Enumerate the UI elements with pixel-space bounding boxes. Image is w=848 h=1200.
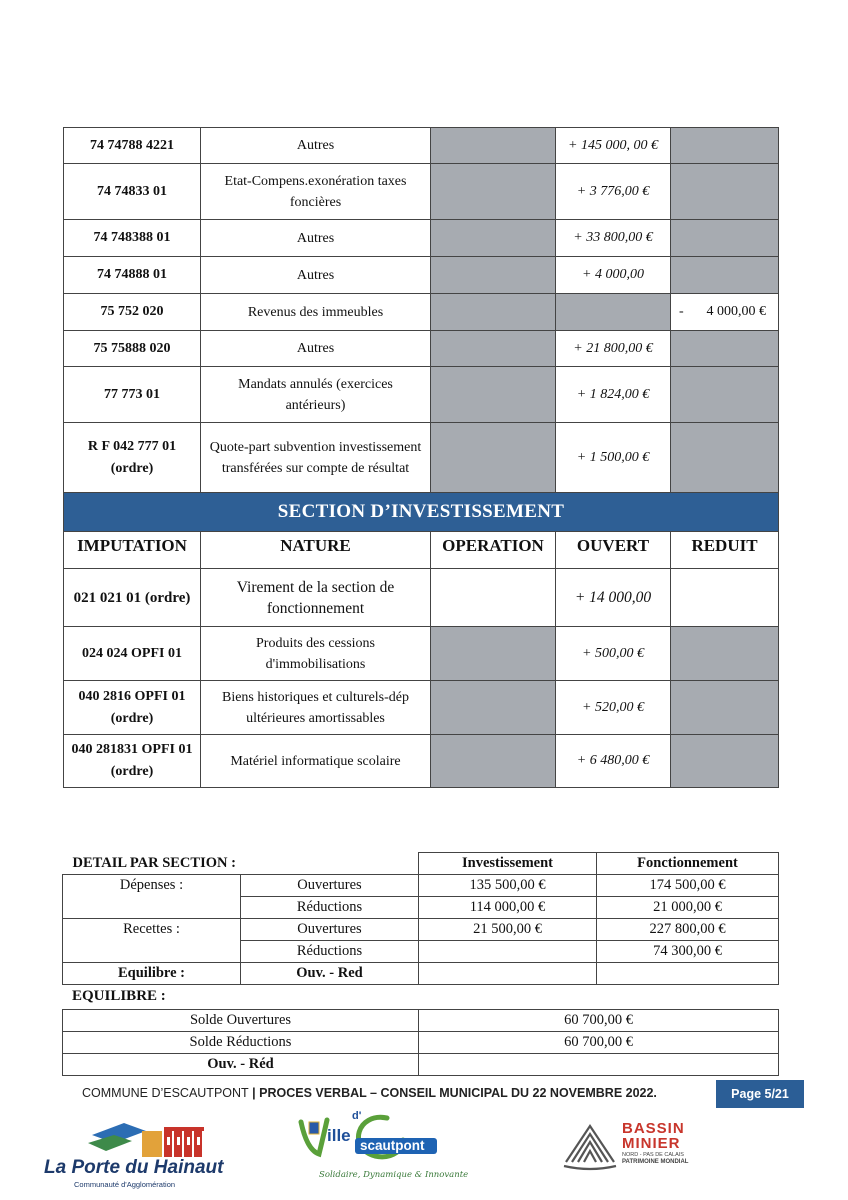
- bassin-text-c: NORD - PAS DE CALAIS: [622, 1152, 684, 1158]
- table-row: [64, 220, 779, 257]
- dep-red-fon: 21 000,00 €: [597, 897, 779, 919]
- porte-hainaut-logo: [44, 1117, 224, 1195]
- nature-cell: Produits des cessions d'immobilisations: [201, 627, 431, 681]
- equilibre-title: EQUILIBRE :: [72, 988, 166, 1004]
- table-row: [63, 1054, 779, 1076]
- col-investissement: Investissement: [419, 853, 597, 875]
- operation-cell: [431, 367, 556, 423]
- operation-cell: [431, 627, 556, 681]
- ouvert-cell: + 1 824,00 €: [556, 367, 671, 423]
- ouvert-cell: + 1 500,00 €: [556, 423, 671, 493]
- section-title: SECTION D’INVESTISSEMENT: [64, 493, 779, 532]
- nature-cell: Biens historiques et culturels-dép ultérieures amortissables: [201, 681, 431, 735]
- ville-text-b: scautpont: [360, 1138, 425, 1153]
- table-row: [63, 963, 779, 985]
- solde-red-value: 60 700,00 €: [419, 1032, 779, 1054]
- reduit-cell: [671, 164, 779, 220]
- ouvertures-label: Ouvertures: [241, 919, 419, 941]
- table-row: [63, 875, 779, 897]
- minus-sign: -: [679, 304, 684, 319]
- ouvert-cell: + 4 000,00: [556, 257, 671, 294]
- table-row: [63, 1010, 779, 1032]
- operation-cell: [431, 569, 556, 627]
- imputation-cell: R F 042 777 01 (ordre): [64, 423, 201, 493]
- ouvert-cell: [556, 294, 671, 331]
- equilibre-label: Equilibre :: [63, 963, 241, 985]
- ville-text-a: ille: [327, 1126, 351, 1145]
- reduit-cell: [671, 294, 779, 331]
- imputation-cell: 77 773 01: [64, 367, 201, 423]
- header-ouvert: OUVERT: [556, 532, 671, 569]
- ouv-red-value: [419, 1054, 779, 1076]
- header-reduit: REDUIT: [671, 532, 779, 569]
- ouvert-cell: + 33 800,00 €: [556, 220, 671, 257]
- imputation-cell: 74 74788 4221: [64, 128, 201, 164]
- ouvertures-label: Ouvertures: [241, 875, 419, 897]
- table-row: [63, 919, 779, 941]
- reduit-cell: [671, 569, 779, 627]
- ouv-red-label: Ouv. - Red: [241, 963, 419, 985]
- fonctionnement-rows: [64, 128, 779, 493]
- ouvert-cell: + 21 800,00 €: [556, 331, 671, 367]
- header-imputation: IMPUTATION: [64, 532, 201, 569]
- solde-ouv-value: 60 700,00 €: [419, 1010, 779, 1032]
- reduit-cell: [671, 220, 779, 257]
- nature-cell: Etat-Compens.exonération taxes foncières: [201, 164, 431, 220]
- ouvert-cell: + 3 776,00 €: [556, 164, 671, 220]
- footer-pv: PROCES VERBAL – CONSEIL MUNICIPAL DU 22 NOVEMBRE 2022.: [259, 1086, 657, 1100]
- solde-red-label: Solde Réductions: [63, 1032, 419, 1054]
- rec-red-inv: [419, 941, 597, 963]
- nature-cell: Autres: [201, 128, 431, 164]
- ouvert-cell: + 520,00 €: [556, 681, 671, 735]
- empty-cell: [63, 897, 241, 919]
- bassin-text-b: MINIER: [622, 1135, 681, 1152]
- table-row: [64, 569, 779, 627]
- bassin-text-d: PATRIMOINE MONDIAL: [622, 1159, 689, 1165]
- ouvert-cell: + 145 000, 00 €: [556, 128, 671, 164]
- ouvert-cell: + 14 000,00: [556, 569, 671, 627]
- detail-table: [62, 852, 779, 985]
- nature-cell: Revenus des immeubles: [201, 294, 431, 331]
- nature-cell: Quote-part subvention investissement transférées sur compte de résultat: [201, 423, 431, 493]
- reduit-cell: [671, 331, 779, 367]
- operation-cell: [431, 294, 556, 331]
- operation-cell: [431, 220, 556, 257]
- nature-cell: Autres: [201, 257, 431, 294]
- ouvert-cell: + 500,00 €: [556, 627, 671, 681]
- porte-hainaut-emblem-icon: [84, 1117, 214, 1159]
- imputation-cell: 75 75888 020: [64, 331, 201, 367]
- dep-ouv-fon: 174 500,00 €: [597, 875, 779, 897]
- bassin-text-a: BASSIN: [622, 1120, 685, 1137]
- operation-cell: [431, 735, 556, 788]
- table-row: [63, 1032, 779, 1054]
- table-row: [64, 735, 779, 788]
- ouvert-cell: + 6 480,00 €: [556, 735, 671, 788]
- table-row: [64, 164, 779, 220]
- operation-cell: [431, 164, 556, 220]
- operation-cell: [431, 257, 556, 294]
- porte-hainaut-sub: Communauté d'Agglomération: [74, 1180, 176, 1189]
- equilibre-fon: [597, 963, 779, 985]
- imputation-cell: 74 748388 01: [64, 220, 201, 257]
- table-row: [64, 257, 779, 294]
- ouv-red-label: Ouv. - Réd: [63, 1054, 419, 1076]
- investissement-section: [64, 493, 779, 788]
- table-row: [64, 367, 779, 423]
- porte-hainaut-name: La Porte du Hainaut: [44, 1157, 224, 1178]
- ville-text-d: d': [352, 1110, 362, 1122]
- dep-red-inv: 114 000,00 €: [419, 897, 597, 919]
- nature-cell: Mandats annulés (exercices antérieurs): [201, 367, 431, 423]
- rec-ouv-fon: 227 800,00 €: [597, 919, 779, 941]
- footer-text: [82, 1086, 657, 1100]
- bassin-minier-emblem-icon: [562, 1118, 618, 1174]
- header-row: [64, 532, 779, 569]
- reduit-cell: [671, 627, 779, 681]
- operation-cell: [431, 681, 556, 735]
- table-row: [64, 331, 779, 367]
- table-row: [63, 941, 779, 963]
- nature-cell: Matériel informatique scolaire: [201, 735, 431, 788]
- table-row: [64, 423, 779, 493]
- footer-separator: |: [248, 1086, 260, 1100]
- reduit-cell: [671, 367, 779, 423]
- imputation-cell: 021 021 01 (ordre): [64, 569, 201, 627]
- section-title-row: [64, 493, 779, 532]
- nature-cell: Virement de la section de fonctionnement: [201, 569, 431, 627]
- reductions-label: Réductions: [241, 897, 419, 919]
- operation-cell: [431, 128, 556, 164]
- recettes-label: Recettes :: [63, 919, 241, 941]
- header-nature: NATURE: [201, 532, 431, 569]
- header-operation: OPERATION: [431, 532, 556, 569]
- imputation-cell: 74 74888 01: [64, 257, 201, 294]
- nature-cell: Autres: [201, 220, 431, 257]
- reduit-cell: [671, 681, 779, 735]
- imputation-cell: 024 024 OPFI 01: [64, 627, 201, 681]
- budget-table: [63, 127, 779, 788]
- imputation-cell: 040 2816 OPFI 01 (ordre): [64, 681, 201, 735]
- equilibre-table: [62, 1009, 779, 1076]
- reduit-value: 4 000,00 €: [706, 304, 766, 319]
- depenses-label: Dépenses :: [63, 875, 241, 897]
- page-number-badge: Page 5/21: [716, 1080, 804, 1108]
- detail-title: DETAIL PAR SECTION :: [63, 853, 419, 875]
- table-row: [64, 627, 779, 681]
- nature-cell: Autres: [201, 331, 431, 367]
- equilibre-inv: [419, 963, 597, 985]
- operation-cell: [431, 331, 556, 367]
- dep-ouv-inv: 135 500,00 €: [419, 875, 597, 897]
- table-row: [64, 128, 779, 164]
- imputation-cell: 040 281831 OPFI 01 (ordre): [64, 735, 201, 788]
- reduit-cell: [671, 735, 779, 788]
- rec-ouv-inv: 21 500,00 €: [419, 919, 597, 941]
- reduit-cell: [671, 423, 779, 493]
- operation-cell: [431, 423, 556, 493]
- ville-escautpont-logo: [297, 1108, 469, 1188]
- table-row: [63, 897, 779, 919]
- table-row: [64, 294, 779, 331]
- imputation-cell: 74 74833 01: [64, 164, 201, 220]
- reductions-label: Réductions: [241, 941, 419, 963]
- detail-header-row: [63, 853, 779, 875]
- table-row: [64, 681, 779, 735]
- col-fonctionnement: Fonctionnement: [597, 853, 779, 875]
- reduit-cell: [671, 257, 779, 294]
- footer-commune: COMMUNE D’ESCAUTPONT: [82, 1086, 249, 1100]
- ville-slogan: Solidaire, Dynamique & Innovante: [319, 1170, 469, 1180]
- reduit-cell: [671, 128, 779, 164]
- imputation-cell: 75 752 020: [64, 294, 201, 331]
- bassin-minier-logo: [562, 1118, 712, 1174]
- rec-red-fon: 74 300,00 €: [597, 941, 779, 963]
- solde-ouv-label: Solde Ouvertures: [63, 1010, 419, 1032]
- empty-cell: [63, 941, 241, 963]
